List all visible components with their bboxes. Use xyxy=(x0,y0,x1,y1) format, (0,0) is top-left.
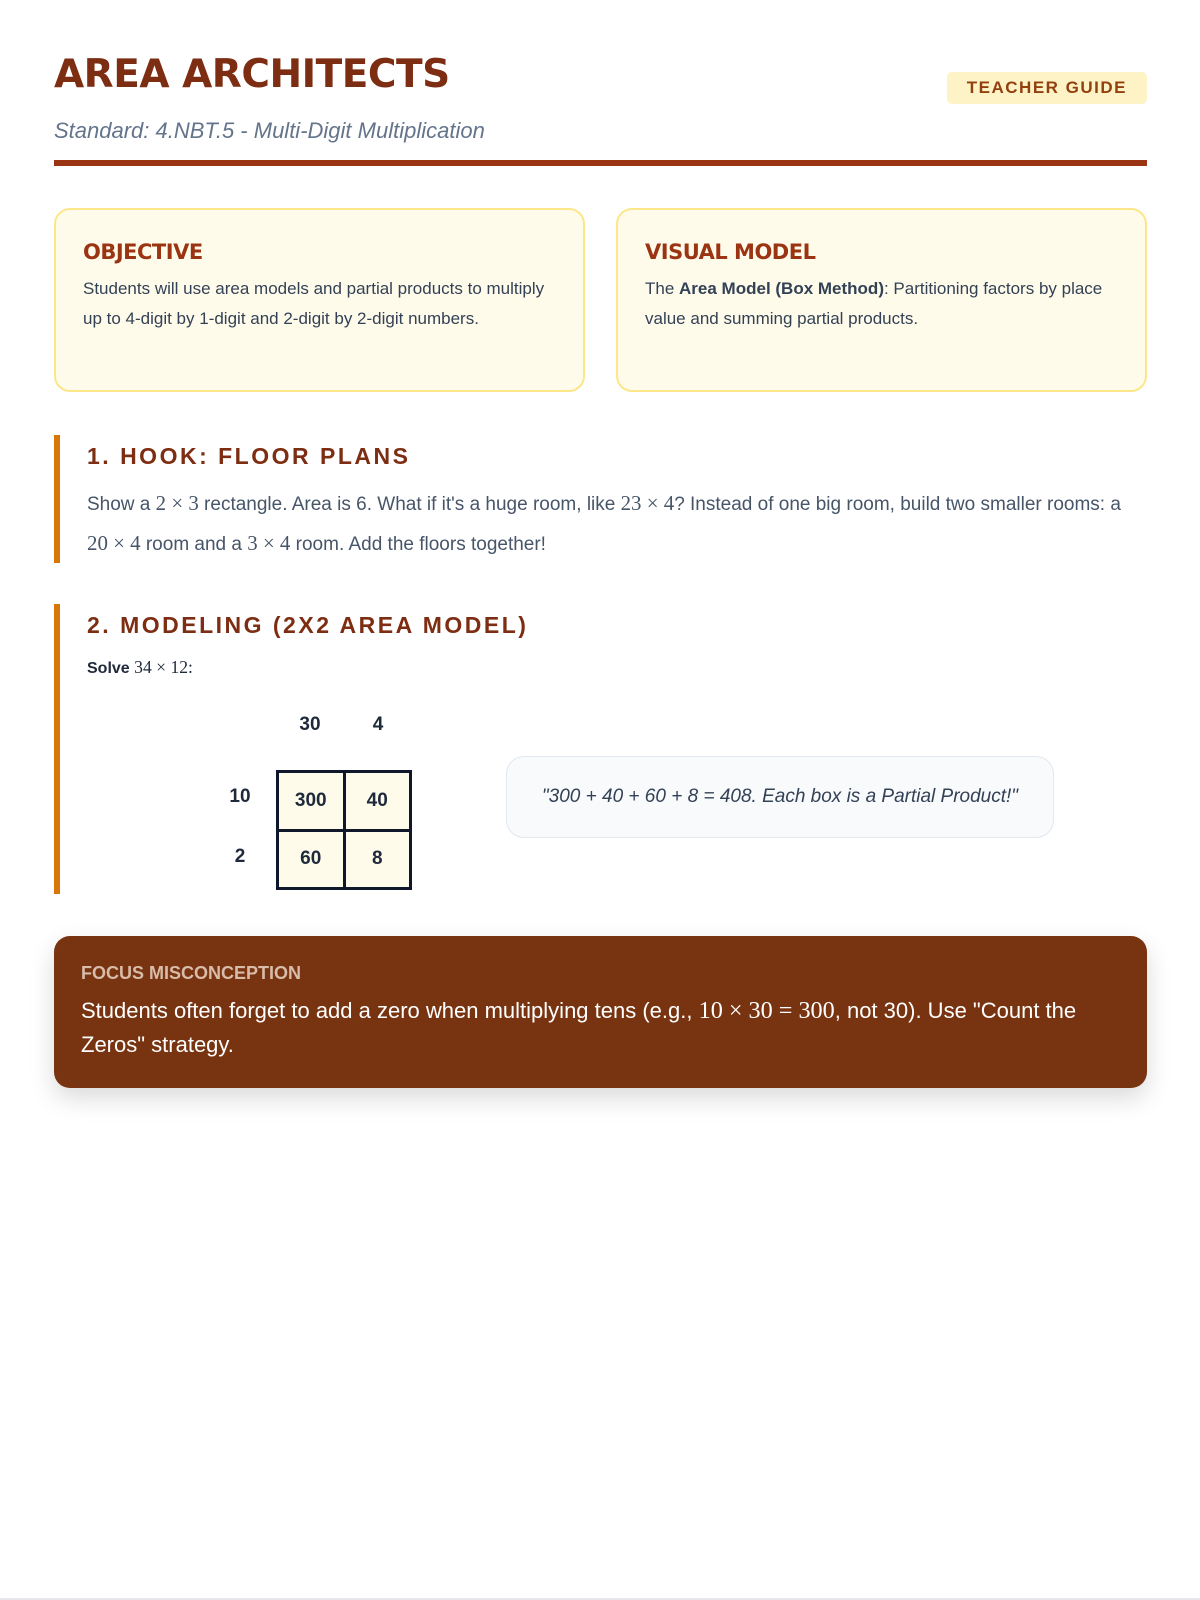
hook-section xyxy=(54,435,1147,563)
text-prefix: The xyxy=(645,279,680,298)
header-divider xyxy=(54,160,1147,166)
text: ? Instead of one big room, build two smaller rooms: a xyxy=(674,494,1121,515)
focus-label: FOCUS MISCONCEPTION xyxy=(81,963,302,983)
math: 3 × 4 xyxy=(247,531,291,555)
text: rectangle. Area is 6. What if it's a huge room, like xyxy=(198,494,621,515)
text-suffix: : Partitioning factors by place value and summing partial products. xyxy=(645,279,1103,328)
text-bold: Area Model (Box Method) xyxy=(679,279,884,298)
solve-label: Solve xyxy=(87,660,130,677)
solve-math: 34 × 12: xyxy=(134,657,193,677)
text: Show a xyxy=(87,494,156,515)
teacher-guide-badge: TEACHER GUIDE xyxy=(947,72,1147,104)
row-header: 2 xyxy=(234,846,246,867)
modeling-section xyxy=(54,604,1147,894)
focus-misconception-box xyxy=(54,936,1147,1088)
visual-model-text xyxy=(645,274,1118,334)
solve-prompt xyxy=(87,657,1147,678)
speech-bubble: "300 + 40 + 60 + 8 = 408. Each box is a Partial Product!" xyxy=(506,756,1054,838)
math: 20 × 4 xyxy=(87,531,141,555)
focus-text xyxy=(81,994,1120,1062)
partial-product-cell: 300 xyxy=(279,773,343,829)
hook-title: 1. HOOK: FLOOR PLANS xyxy=(87,443,411,469)
text: room. Add the floors together! xyxy=(290,534,546,555)
column-header: 30 xyxy=(299,714,321,735)
math: 23 × 4 xyxy=(620,491,675,515)
partial-product-cell: 60 xyxy=(279,832,343,888)
math: 2 × 3 xyxy=(155,491,199,515)
text: , not 30). Use "Count the Zeros" strategy. xyxy=(81,998,1077,1057)
hook-text xyxy=(87,484,1147,564)
area-grid xyxy=(276,770,412,890)
row-header: 10 xyxy=(229,786,251,807)
text: Students often forget to add a zero when multiplying tens (e.g., xyxy=(81,998,699,1023)
objective-title: OBJECTIVE xyxy=(83,240,203,264)
visual-model-title: VISUAL MODEL xyxy=(645,240,816,264)
standard-subtitle: Standard: 4.NBT.5 - Multi-Digit Multiplication xyxy=(54,118,485,143)
objective-card xyxy=(54,208,585,392)
page-title: AREA ARCHITECTS xyxy=(54,52,450,97)
partial-product-cell: 40 xyxy=(346,773,410,829)
modeling-title: 2. MODELING (2X2 AREA MODEL) xyxy=(87,612,529,638)
column-header: 4 xyxy=(372,714,384,735)
visual-model-card xyxy=(616,208,1147,392)
objective-text: Students will use area models and partial products to multiply up to 4-digit by 1-digit and 2-digit by 2-digit numbers. xyxy=(83,279,545,328)
math: 10 × 30 = 300 xyxy=(698,997,835,1024)
partial-product-cell: 8 xyxy=(346,832,410,888)
text: room and a xyxy=(140,534,248,555)
